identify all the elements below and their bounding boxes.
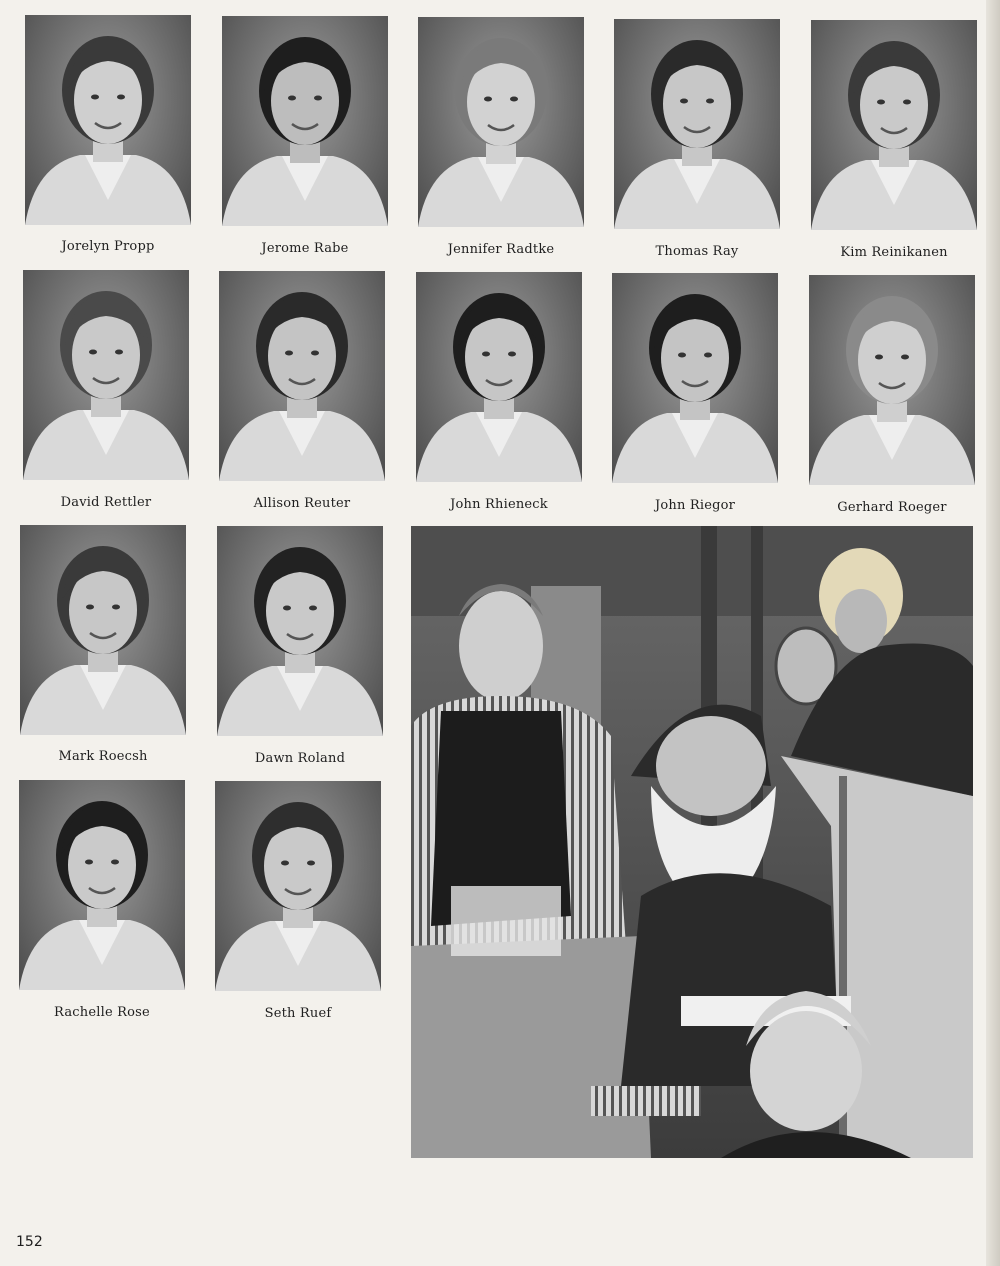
portrait-name: John Rhieneck: [450, 497, 548, 512]
portrait-figure: [219, 271, 385, 481]
portrait-figure: [217, 526, 383, 736]
portrait-photo: [219, 271, 385, 481]
portrait-figure: [614, 19, 780, 229]
portrait-figure: [222, 16, 388, 226]
portrait-name: Thomas Ray: [655, 244, 739, 259]
portrait-name: Seth Ruef: [264, 1006, 332, 1021]
portrait-name: Jorelyn Propp: [61, 239, 155, 254]
portrait-name: John Riegor: [654, 498, 736, 513]
portrait-name: David Rettler: [60, 495, 152, 510]
portrait-photo: [25, 15, 191, 225]
portrait-figure: [811, 20, 977, 230]
portrait-name: Kim Reinikanen: [840, 245, 948, 260]
portrait-photo: [215, 781, 381, 991]
portrait-name: Jennifer Radtke: [447, 242, 555, 257]
portrait-photo: [811, 20, 977, 230]
portrait-photo: [20, 525, 186, 735]
portrait-photo: [416, 272, 582, 482]
portrait-photo: [222, 16, 388, 226]
portrait-figure: [19, 780, 185, 990]
portrait-figure: [23, 270, 189, 480]
portrait-figure: [416, 272, 582, 482]
portrait-name: Dawn Roland: [254, 751, 346, 766]
portrait-figure: [25, 15, 191, 225]
page-number: 152: [16, 1234, 43, 1250]
page-edge-shadow: [986, 0, 1000, 1266]
portrait-photo: [418, 17, 584, 227]
portrait-name: Allison Reuter: [253, 496, 351, 511]
portrait-figure: [20, 525, 186, 735]
portrait-photo: [217, 526, 383, 736]
portrait-photo: [23, 270, 189, 480]
portrait-figure: [215, 781, 381, 991]
candid-santa-photo: [411, 526, 973, 1158]
portrait-photo: [809, 275, 975, 485]
portrait-name: Gerhard Roeger: [837, 500, 947, 515]
portrait-figure: [809, 275, 975, 485]
portrait-figure: [418, 17, 584, 227]
portrait-name: Mark Roecsh: [58, 749, 148, 764]
portrait-photo: [614, 19, 780, 229]
portrait-name: Rachelle Rose: [54, 1005, 150, 1020]
portrait-figure: [612, 273, 778, 483]
portrait-name: Jerome Rabe: [261, 241, 349, 256]
portrait-photo: [19, 780, 185, 990]
portrait-photo: [612, 273, 778, 483]
